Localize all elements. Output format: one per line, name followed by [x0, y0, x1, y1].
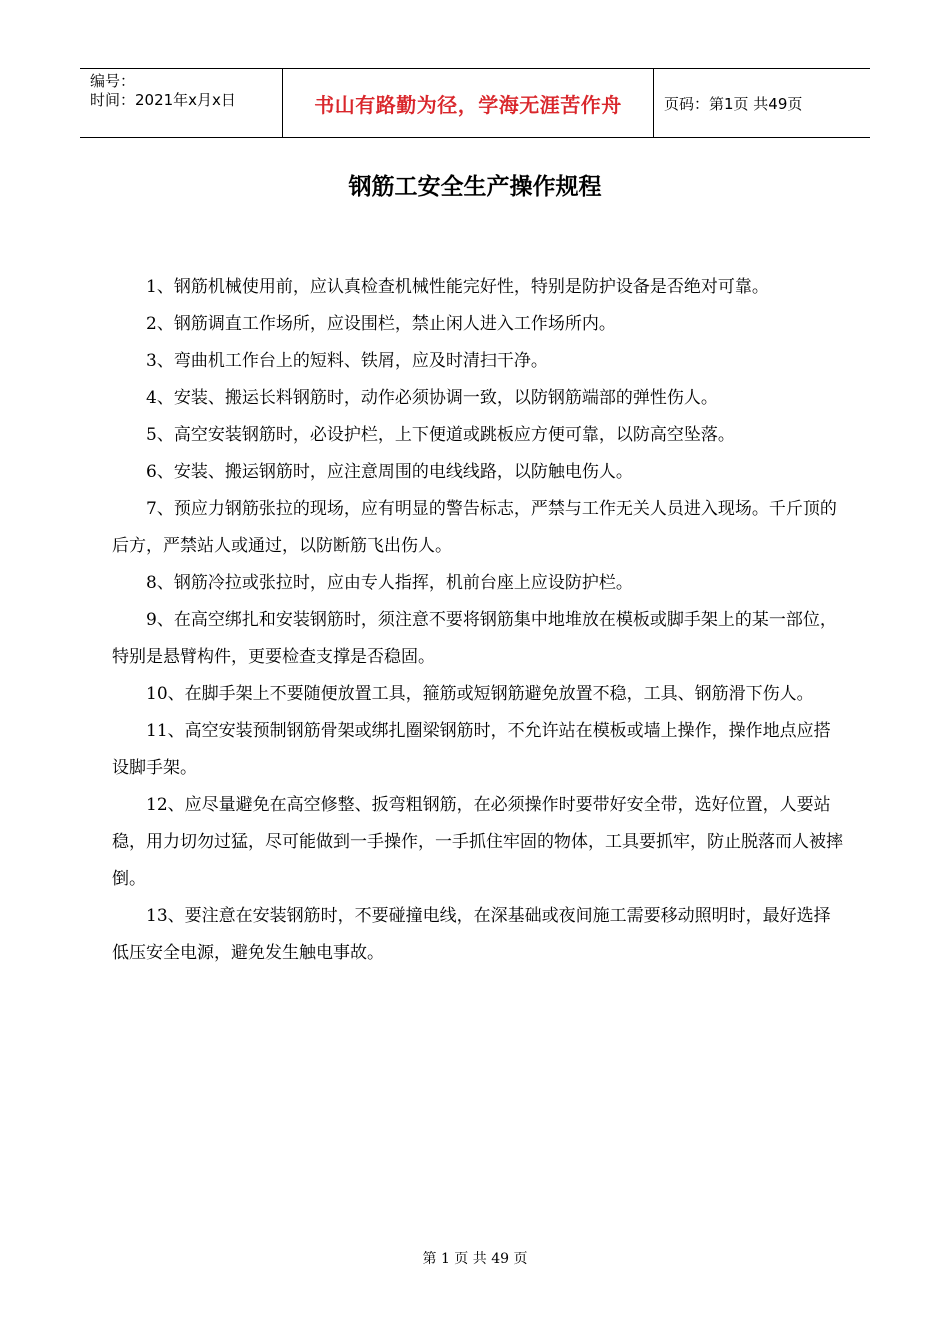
- document-number-label: 编号：: [90, 72, 136, 90]
- header-motto: 书山有路勤为径，学海无涯苦作舟: [282, 69, 654, 137]
- rule-paragraph-4: 4、安装、搬运长料钢筋时，动作必须协调一致，以防钢筋端部的弹性伤人。: [146, 388, 718, 408]
- rule-paragraph-1: 1、钢筋机械使用前，应认真检查机械性能完好性，特别是防护设备是否绝对可靠。: [146, 277, 769, 297]
- rule-paragraph-8: 8、钢筋冷拉或张拉时，应由专人指挥，机前台座上应设防护栏。: [146, 573, 633, 593]
- document-body: [112, 269, 847, 972]
- rule-paragraph-13: 13、要注意在安装钢筋时，不要碰撞电线，在深基础或夜间施工需要移动照明时，最好选择低压安全电源，避免发生触电事故。: [112, 906, 831, 963]
- rule-paragraph-2: 2、钢筋调直工作场所，应设围栏，禁止闲人进入工作场所内。: [146, 314, 616, 334]
- rule-paragraph-7: 7、预应力钢筋张拉的现场，应有明显的警告标志，严禁与工作无关人员进入现场。千斤顶的后方，严禁站人或通过，以防断筋飞出伤人。: [112, 499, 837, 556]
- rule-paragraph-11: 11、高空安装预制钢筋骨架或绑扎圈梁钢筋时，不允许站在模板或墙上操作，操作地点应搭设脚手架。: [112, 721, 831, 778]
- document-header: [80, 68, 870, 138]
- rule-paragraph-3: 3、弯曲机工作台上的短料、铁屑，应及时清扫干净。: [146, 351, 548, 371]
- rule-paragraph-12: 12、应尽量避免在高空修整、扳弯粗钢筋，在必须操作时要带好安全带，选好位置，人要站稳，用力切勿过猛，尽可能做到一手操作，一手抓住牢固的物体，工具要抓牢，防止脱落而人被摔倒。: [112, 795, 843, 889]
- rule-paragraph-6: 6、安装、搬运钢筋时，应注意周围的电线线路，以防触电伤人。: [146, 462, 633, 482]
- document-time-label: 时间：2021年x月x日: [90, 91, 236, 109]
- header-page-info: 页码：第1页 共49页: [664, 94, 803, 113]
- rule-paragraph-5: 5、高空安装钢筋时，必设护栏，上下便道或跳板应方便可靠，以防高空坠落。: [146, 425, 735, 445]
- rule-paragraph-9: 9、在高空绑扎和安装钢筋时，须注意不要将钢筋集中地堆放在模板或脚手架上的某一部位，特别是悬臂构件，更要检查支撑是否稳固。: [112, 610, 837, 667]
- document-title: 钢筋工安全生产操作规程: [348, 174, 602, 200]
- rule-paragraph-10: 10、在脚手架上不要随便放置工具，箍筋或短钢筋避免放置不稳，工具、钢筋滑下伤人。: [146, 684, 814, 704]
- header-meta: [80, 69, 282, 137]
- page-footer: 第 1 页 共 49 页: [422, 1251, 528, 1267]
